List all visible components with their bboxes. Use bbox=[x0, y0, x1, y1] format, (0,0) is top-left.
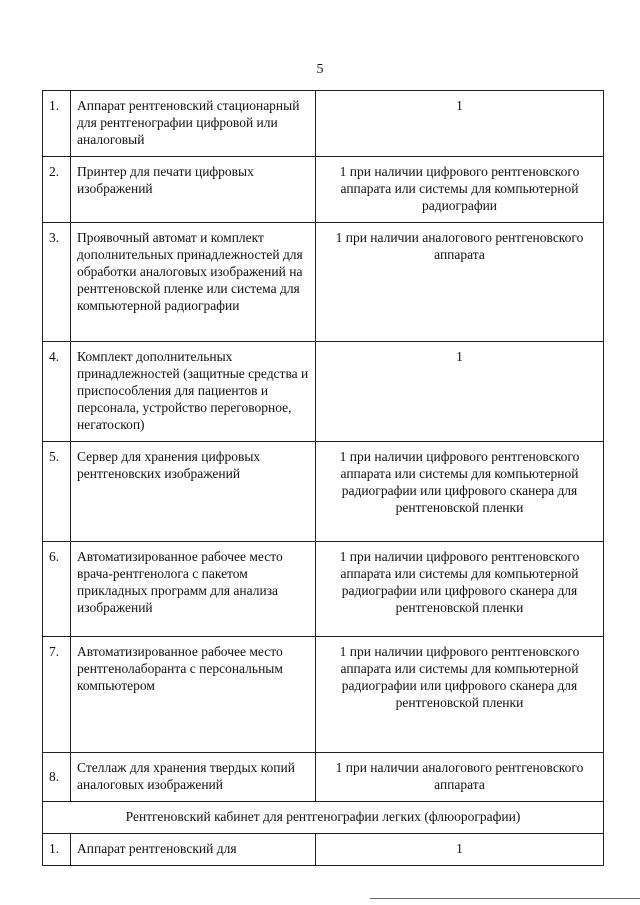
table-row bbox=[43, 223, 604, 342]
table-row bbox=[43, 753, 604, 802]
equipment-quantity: 1 bbox=[316, 834, 604, 866]
equipment-name: Аппарат рентгеновский для bbox=[71, 834, 316, 866]
table-row bbox=[43, 834, 604, 866]
equipment-quantity: 1 при наличии цифрового рентгеновского аппарата или системы для компьютерной радиографии или цифрового сканера для рентгеновской пленки bbox=[316, 637, 604, 753]
equipment-name: Автоматизированное рабочее место рентгенолаборанта с персональным компьютером bbox=[71, 637, 316, 753]
section-header-row bbox=[43, 802, 604, 834]
row-number: 1. bbox=[43, 91, 71, 157]
equipment-name: Комплект дополнительных принадлежностей (защитные средства и приспособления для пациентов и персонала, устройство переговорное, негатоскоп) bbox=[71, 342, 316, 442]
table-row bbox=[43, 442, 604, 542]
row-number: 5. bbox=[43, 442, 71, 542]
page-number: 5 bbox=[316, 62, 324, 77]
row-number: 6. bbox=[43, 542, 71, 637]
equipment-name: Проявочный автомат и комплект дополнительных принадлежностей для обработки аналоговых изображений на рентгеновской пленке или система для компьютерной радиографии bbox=[71, 223, 316, 342]
section-title: Рентгеновский кабинет для рентгенографии легких (флюорографии) bbox=[43, 802, 604, 834]
table-row bbox=[43, 342, 604, 442]
row-number: 7. bbox=[43, 637, 71, 753]
equipment-name: Автоматизированное рабочее место врача-рентгенолога с пакетом прикладных программ для анализа изображений bbox=[71, 542, 316, 637]
equipment-name: Аппарат рентгеновский стационарный для рентгенографии цифровой или аналоговый bbox=[71, 91, 316, 157]
row-number: 1. bbox=[43, 834, 71, 866]
equipment-quantity: 1 bbox=[316, 91, 604, 157]
equipment-name: Стеллаж для хранения твердых копий аналоговых изображений bbox=[71, 753, 316, 802]
equipment-quantity: 1 при наличии цифрового рентгеновского аппарата или системы для компьютерной радиографии или цифрового сканера для рентгеновской пленки bbox=[316, 542, 604, 637]
row-number: 2. bbox=[43, 157, 71, 223]
table-row bbox=[43, 542, 604, 637]
row-number: 8. bbox=[43, 753, 71, 802]
table-row bbox=[43, 157, 604, 223]
table-row bbox=[43, 91, 604, 157]
bottom-rule bbox=[370, 898, 640, 899]
equipment-name: Принтер для печати цифровых изображений bbox=[71, 157, 316, 223]
equipment-quantity: 1 bbox=[316, 342, 604, 442]
table-row bbox=[43, 637, 604, 753]
equipment-table bbox=[42, 90, 604, 866]
equipment-quantity: 1 при наличии аналогового рентгеновского аппарата bbox=[316, 223, 604, 342]
equipment-quantity: 1 при наличии цифрового рентгеновского аппарата или системы для компьютерной радиографии bbox=[316, 157, 604, 223]
row-number: 3. bbox=[43, 223, 71, 342]
equipment-name: Сервер для хранения цифровых рентгеновских изображений bbox=[71, 442, 316, 542]
equipment-quantity: 1 при наличии аналогового рентгеновского аппарата bbox=[316, 753, 604, 802]
equipment-quantity: 1 при наличии цифрового рентгеновского аппарата или системы для компьютерной радиографии или цифрового сканера для рентгеновской пленки bbox=[316, 442, 604, 542]
row-number: 4. bbox=[43, 342, 71, 442]
